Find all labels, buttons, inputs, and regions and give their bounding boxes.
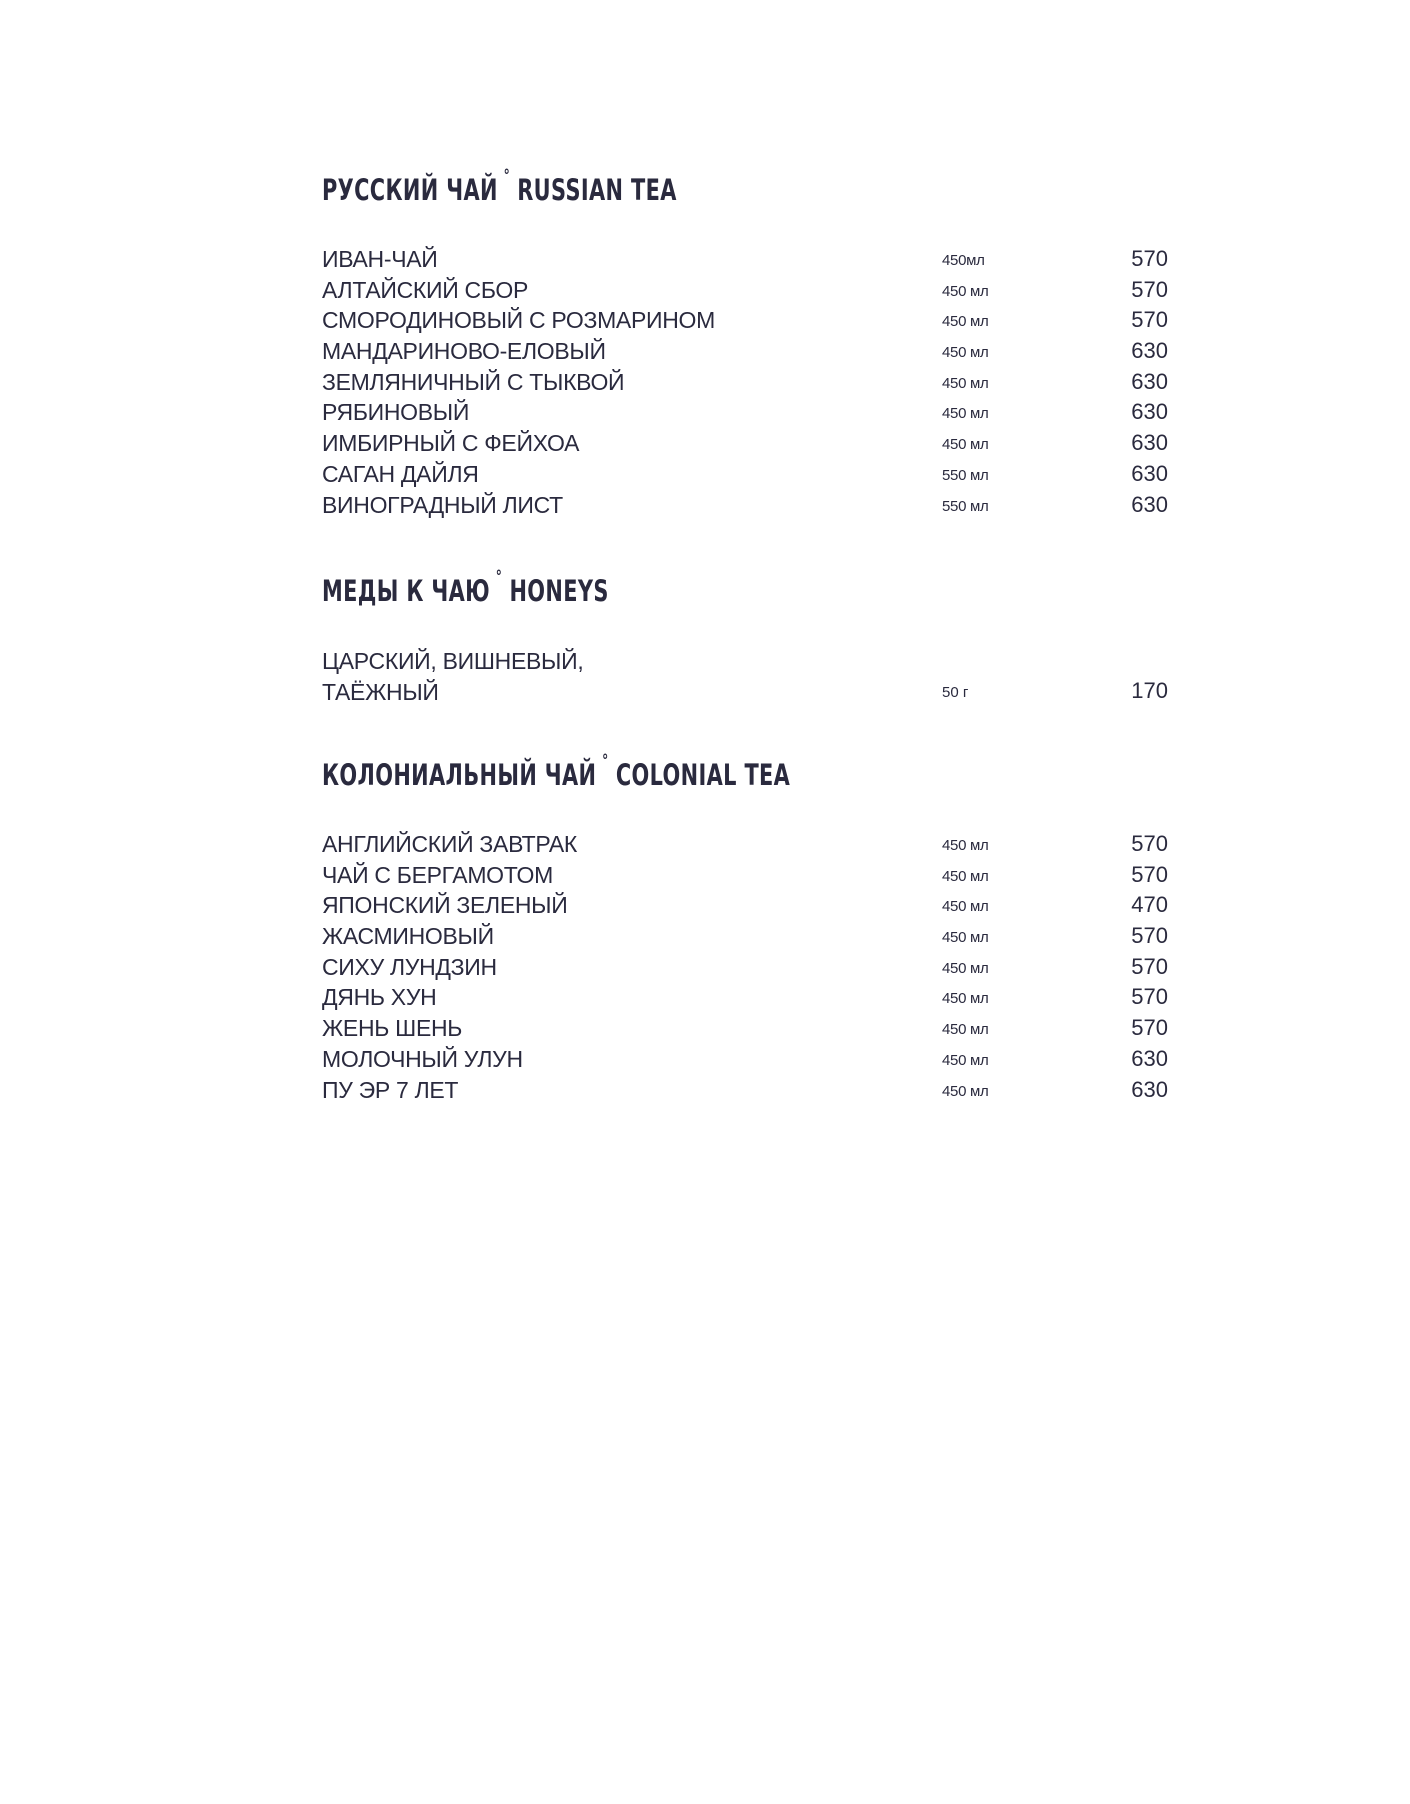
item-price: 570	[1131, 1015, 1168, 1041]
item-volume: 450 мл	[942, 1021, 989, 1039]
item-volume: 450 мл	[942, 1082, 989, 1100]
section-title-ru: РУССКИЙ ЧАЙ	[322, 173, 498, 207]
item-price: 630	[1131, 460, 1168, 486]
item-volume: 450 мл	[942, 990, 989, 1008]
item-volume: 450 мл	[942, 344, 989, 362]
menu-item	[322, 860, 1168, 891]
menu-item	[322, 1075, 1168, 1106]
menu-item	[322, 397, 1168, 428]
honeys-section	[322, 567, 1168, 609]
item-name: АНГЛИЙСКИЙ ЗАВТРАК	[322, 831, 577, 857]
section-title-en: RUSSIAN TEA	[517, 173, 677, 207]
item-price: 630	[1131, 1045, 1168, 1071]
item-price: 630	[1131, 368, 1168, 394]
item-volume: 550 мл	[942, 497, 989, 515]
menu-item	[322, 490, 1168, 521]
section-title-ru: КОЛОНИАЛЬНЫЙ ЧАЙ	[322, 758, 597, 792]
item-volume: 50 г	[942, 684, 969, 701]
menu-item	[322, 921, 1168, 952]
item-name: ИВАН-ЧАЙ	[322, 246, 438, 272]
item-name: ЖАСМИНОВЫЙ	[322, 923, 494, 950]
item-name: ЖЕНЬ ШЕНЬ	[322, 1015, 463, 1042]
colonial-tea-section	[322, 751, 1168, 793]
item-price: 570	[1131, 246, 1168, 271]
item-price: 570	[1131, 307, 1168, 333]
menu-item	[322, 305, 1168, 336]
item-price: 570	[1131, 276, 1168, 302]
item-volume: 450мл	[942, 252, 985, 269]
item-name: САГАН ДАЙЛЯ	[322, 460, 479, 487]
item-price: 570	[1131, 953, 1168, 979]
item-volume: 450 мл	[942, 959, 989, 977]
item-volume: 450 мл	[942, 929, 989, 947]
menu-item	[322, 829, 1168, 860]
item-name: ДЯНЬ ХУН	[322, 984, 437, 1011]
menu-item	[322, 336, 1168, 367]
menu-item	[322, 982, 1168, 1013]
degree-separator: °	[602, 751, 609, 771]
item-name: МАНДАРИНОВО-ЕЛОВЫЙ	[322, 338, 606, 365]
item-price: 570	[1131, 923, 1168, 949]
item-price: 470	[1131, 892, 1168, 918]
item-volume: 450 мл	[942, 1051, 989, 1069]
menu-item	[322, 244, 1168, 275]
item-name: ЯПОНСКИЙ ЗЕЛЕНЫЙ	[322, 892, 568, 919]
section-title-en: HONEYS	[509, 574, 609, 608]
menu-item	[322, 275, 1168, 306]
item-name: СИХУ ЛУНДЗИН	[322, 953, 497, 980]
item-price: 630	[1131, 338, 1168, 364]
section-title-colonial-tea	[322, 751, 931, 793]
colonial-tea-list	[322, 829, 1168, 1105]
item-name: АЛТАЙСКИЙ СБОР	[322, 276, 529, 303]
item-volume: 450 мл	[942, 867, 989, 885]
menu-page	[322, 0, 1168, 1804]
item-name-line2: ТАЁЖНЫЙ	[322, 678, 439, 705]
item-price: 630	[1131, 1076, 1168, 1102]
item-price: 630	[1131, 399, 1168, 425]
degree-separator: °	[503, 166, 511, 186]
item-name: МОЛОЧНЫЙ УЛУН	[322, 1045, 523, 1072]
section-title-honeys	[322, 567, 931, 609]
item-name: ЗЕМЛЯНИЧНЫЙ С ТЫКВОЙ	[322, 368, 625, 395]
section-title-ru: МЕДЫ К ЧАЮ	[322, 574, 491, 608]
item-volume: 450 мл	[942, 282, 989, 300]
menu-item	[322, 459, 1168, 490]
item-name: ВИНОГРАДНЫЙ ЛИСТ	[322, 491, 563, 518]
item-name: ИМБИРНЫЙ С ФЕЙХОА	[322, 430, 580, 457]
item-price: 170	[1131, 678, 1168, 703]
item-price: 630	[1131, 491, 1168, 517]
item-name	[322, 646, 583, 707]
item-volume: 450 мл	[942, 898, 989, 916]
menu-item	[322, 428, 1168, 459]
item-name: ЧАЙ С БЕРГАМОТОМ	[322, 861, 553, 888]
item-price: 570	[1131, 984, 1168, 1010]
menu-item	[322, 1044, 1168, 1075]
russian-tea-section	[322, 166, 1168, 208]
item-price: 630	[1131, 430, 1168, 456]
item-name: ПУ ЭР 7 ЛЕТ	[322, 1076, 459, 1103]
item-volume: 450 мл	[942, 405, 989, 423]
menu-item	[322, 1013, 1168, 1044]
item-price: 570	[1131, 831, 1168, 856]
menu-item	[322, 367, 1168, 398]
item-volume: 550 мл	[942, 466, 989, 484]
item-price: 570	[1131, 861, 1168, 887]
item-volume: 450 мл	[942, 837, 989, 854]
section-title-en: COLONIAL TEA	[615, 758, 791, 792]
item-volume: 450 мл	[942, 374, 989, 392]
degree-separator: °	[495, 567, 503, 587]
item-name: СМОРОДИНОВЫЙ С РОЗМАРИНОМ	[322, 307, 716, 334]
item-volume: 450 мл	[942, 436, 989, 454]
honeys-list	[322, 646, 1168, 710]
item-volume: 450 мл	[942, 313, 989, 331]
section-title-russian-tea	[322, 166, 931, 208]
menu-item	[322, 890, 1168, 921]
russian-tea-list	[322, 244, 1168, 520]
item-name: РЯБИНОВЫЙ	[322, 399, 470, 426]
menu-item	[322, 952, 1168, 983]
item-name-line1: ЦАРСКИЙ, ВИШНЕВЫЙ,	[322, 648, 584, 674]
